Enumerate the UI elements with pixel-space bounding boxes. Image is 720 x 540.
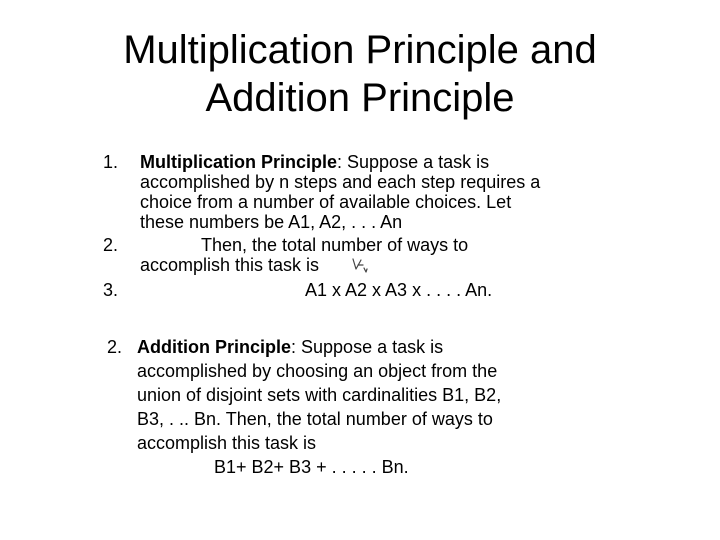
multiplication-formula: A1 x A2 x A3 x . . . . An. <box>305 280 493 300</box>
addition-line-3: union of disjoint sets with cardinalities B1, B2, <box>137 385 502 405</box>
handwritten-mark-icon <box>349 255 371 277</box>
addition-principle-term: Addition Principle <box>137 337 292 357</box>
slide-title-line-2: Addition Principle <box>205 76 515 120</box>
multiplication-line-4: these numbers be A1, A2, . . . An <box>140 212 403 232</box>
list-number-1: 1. <box>103 152 119 172</box>
slide-title <box>0 26 720 122</box>
addition-line-2: accomplished by choosing an object from the <box>137 361 498 381</box>
slide-title-line-1: Multiplication Principle and <box>123 28 597 72</box>
multiplication-line-6: accomplish this task is <box>140 255 320 275</box>
addition-intro-rest: : Suppose a task is <box>291 337 444 357</box>
addition-intro-line <box>137 337 443 357</box>
multiplication-intro-rest: : Suppose a task is <box>337 152 490 172</box>
list-number-3: 3. <box>103 280 119 300</box>
multiplication-principle-term: Multiplication Principle <box>140 152 338 172</box>
multiplication-line-3: choice from a number of available choices. Let <box>140 192 512 212</box>
multiplication-line-2: accomplished by n steps and each step requires a <box>140 172 541 192</box>
multiplication-intro-line <box>140 152 489 172</box>
addition-line-4: B3, . .. Bn. Then, the total number of ways to <box>137 409 493 429</box>
list2-number: 2. <box>107 337 123 357</box>
addition-line-5: accomplish this task is <box>137 433 317 453</box>
multiplication-line-5: Then, the total number of ways to <box>201 235 469 255</box>
list-number-2: 2. <box>103 235 119 255</box>
addition-formula: B1+ B2+ B3 + . . . . . Bn. <box>214 457 409 477</box>
